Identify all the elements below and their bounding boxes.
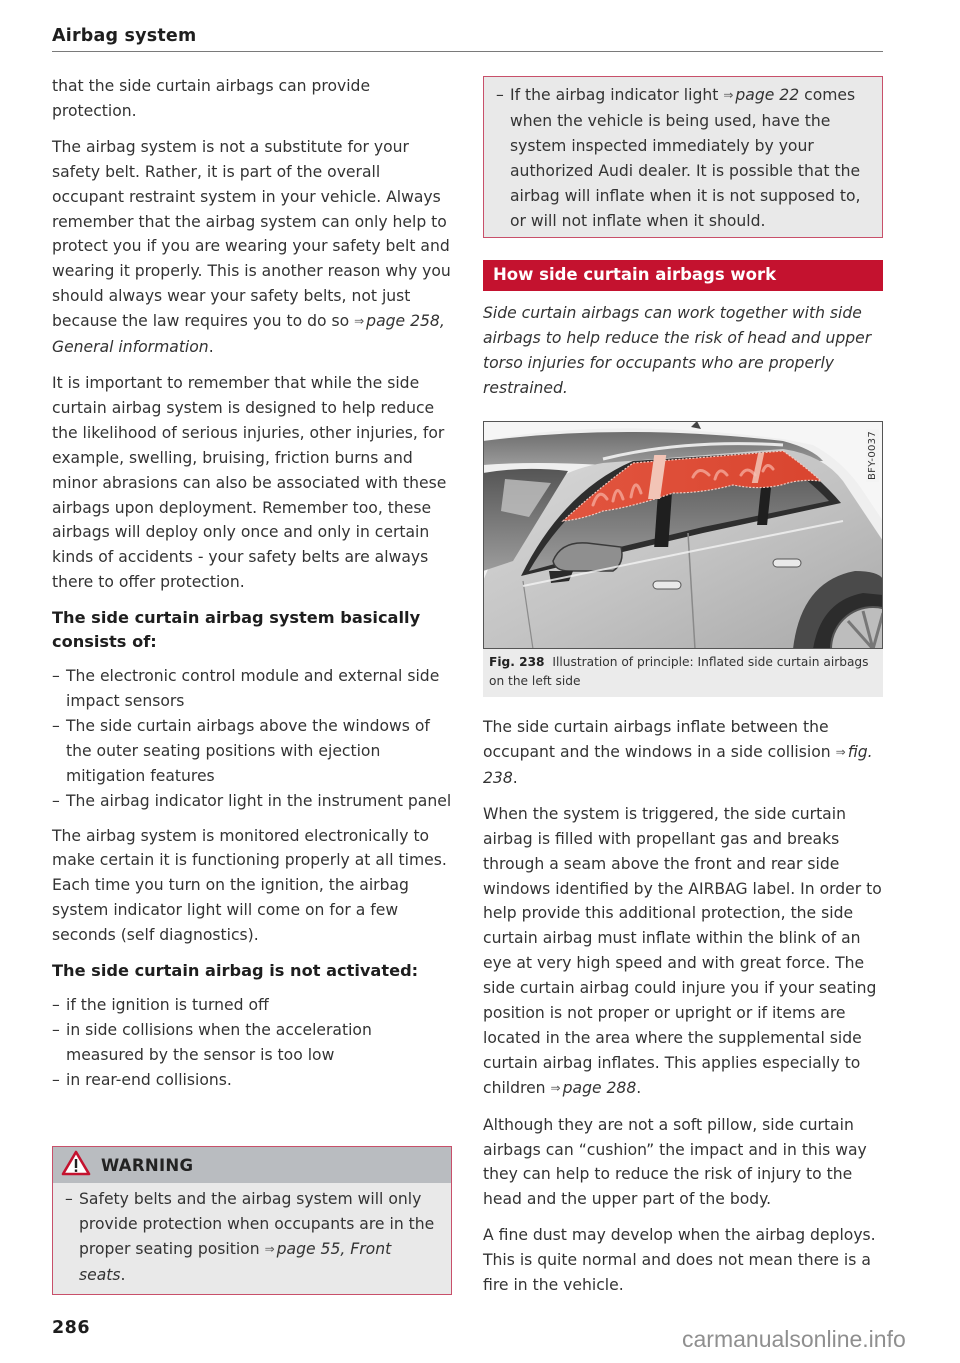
cross-reference-link[interactable]: page 258, General information [52,312,445,357]
not-activated-list [52,993,452,1093]
arrow-right-icon: ⇒ [835,744,846,759]
arrow-right-icon: ⇒ [723,88,734,102]
list-item: – The airbag indicator light in the instrument panel [52,789,452,814]
section-title: How side curtain airbags work [483,260,883,291]
paragraph: The airbag system is not a substitute for your safety belt. Rather, it is part of the overall occupant restraint system in your vehicle. Always remember that the airbag system can only help to protect you if you are wearing your safety belt and wearing it properly. This is another reason why you should always wear your safety belts, not just because the law requires you to do so ⇒ page 258, General information. [52,137,451,357]
arrow-right-icon: ⇒ [354,314,365,329]
subheading: The side curtain airbag system basically consists of: [52,608,421,652]
figure-label: Fig. 238 [489,655,545,670]
figure-code: BFY-0037 [867,431,878,481]
warning-label: WARNING [101,1155,194,1175]
warning-continuation-box [483,76,883,238]
cross-reference-link[interactable]: page 288 [562,1078,637,1097]
list-item: – in rear-end collisions. [52,1068,452,1093]
paragraph: A fine dust may develop when the airbag deploys. This is quite normal and does not mean there is a fire in the vehicle. [483,1226,876,1295]
paragraph: The side curtain airbags inflate between the occupant and the windows in a side collision ⇒ fig. 238. [483,718,873,787]
right-column [483,76,883,1309]
warning-item: – If the airbag indicator light ⇒ page 22 comes when the vehicle is being used, have the system inspected immediately by your authorized Audi dealer. It is possible that the airbag will inflate when it is not supposed to, or will not inflate when it should. [496,83,868,233]
components-list [52,664,452,813]
page-number: 286 [52,1318,91,1338]
cross-reference-link[interactable]: page 55, Front seats [79,1239,392,1284]
paragraph: When the system is triggered, the side curtain airbag is filled with propellant gas and breaks through a seam above the front and rear side windows identified by the AIRBAG label. In order to help provide this additional protection, the side curtain airbag must inflate within the blink of an eye at very high speed and with great force. The side curtain airbag could injure you if your seating position is not proper or upright or if items are located in the area where the supplemental side curtain airbag inflates. This applies especially to children ⇒ page 288. [483,804,882,1097]
subheading: The side curtain airbag is not activated: [52,961,419,981]
warning-body [53,1183,451,1294]
header-divider [52,51,883,52]
watermark[interactable]: carmanualsonline.info [682,1326,906,1352]
paragraph: Although they are not a soft pillow, side curtain airbags can “cushion” the impact and in this way they can help to reduce the risk of injury to the head and the upper part of the body. [483,1115,867,1209]
warning-box [52,1146,452,1295]
arrow-right-icon: ⇒ [264,1241,275,1256]
warning-header [53,1147,451,1183]
list-item: – The electronic control module and external side impact sensors [52,664,452,714]
left-column [52,74,452,1103]
figure-caption: Fig. 238 Illustration of principle: Inflated side curtain airbags on the left side [489,655,869,689]
paragraph: It is important to remember that while the side curtain airbag system is designed to help reduce the likelihood of serious injuries, other injuries, for example, swelling, bruising, friction burns and minor abrasions can also be associated with these airbags upon deployment. Remember too, these airbags will deploy only once and only in certain kinds of accidents - your safety belts are always there to offer protection. [52,373,447,592]
paragraph: that the side curtain airbags can provide protection. [52,77,371,120]
paragraph: The airbag system is monitored electronically to make certain it is functioning properly at all times. Each time you turn on the ignition, the airbag system indicator light will come on for a few seconds (self diagnostics). [52,826,447,945]
cross-reference-link[interactable]: fig. 238 [483,742,873,787]
list-item: – if the ignition is turned off [52,993,452,1018]
cross-reference-link[interactable]: page 22 [735,86,800,104]
page-header-title: Airbag system [52,26,197,46]
list-item: – The side curtain airbags above the windows of the outer seating positions with ejection mitigation features [52,714,452,789]
car-side-curtain-airbag-illustration [483,421,883,649]
figure [483,421,883,697]
arrow-right-icon: ⇒ [550,1080,561,1095]
section-intro: Side curtain airbags can work together with side airbags to help reduce the risk of head and upper torso injuries for occupants who are properly restrained. [483,304,872,398]
warning-item: – Safety belts and the airbag system will only provide protection when occupants are in the proper seating position ⇒ page 55, Front seats. [65,1187,439,1288]
list-item: – in side collisions when the acceleration measured by the sensor is too low [52,1018,452,1068]
warning-triangle-icon [61,1150,91,1180]
